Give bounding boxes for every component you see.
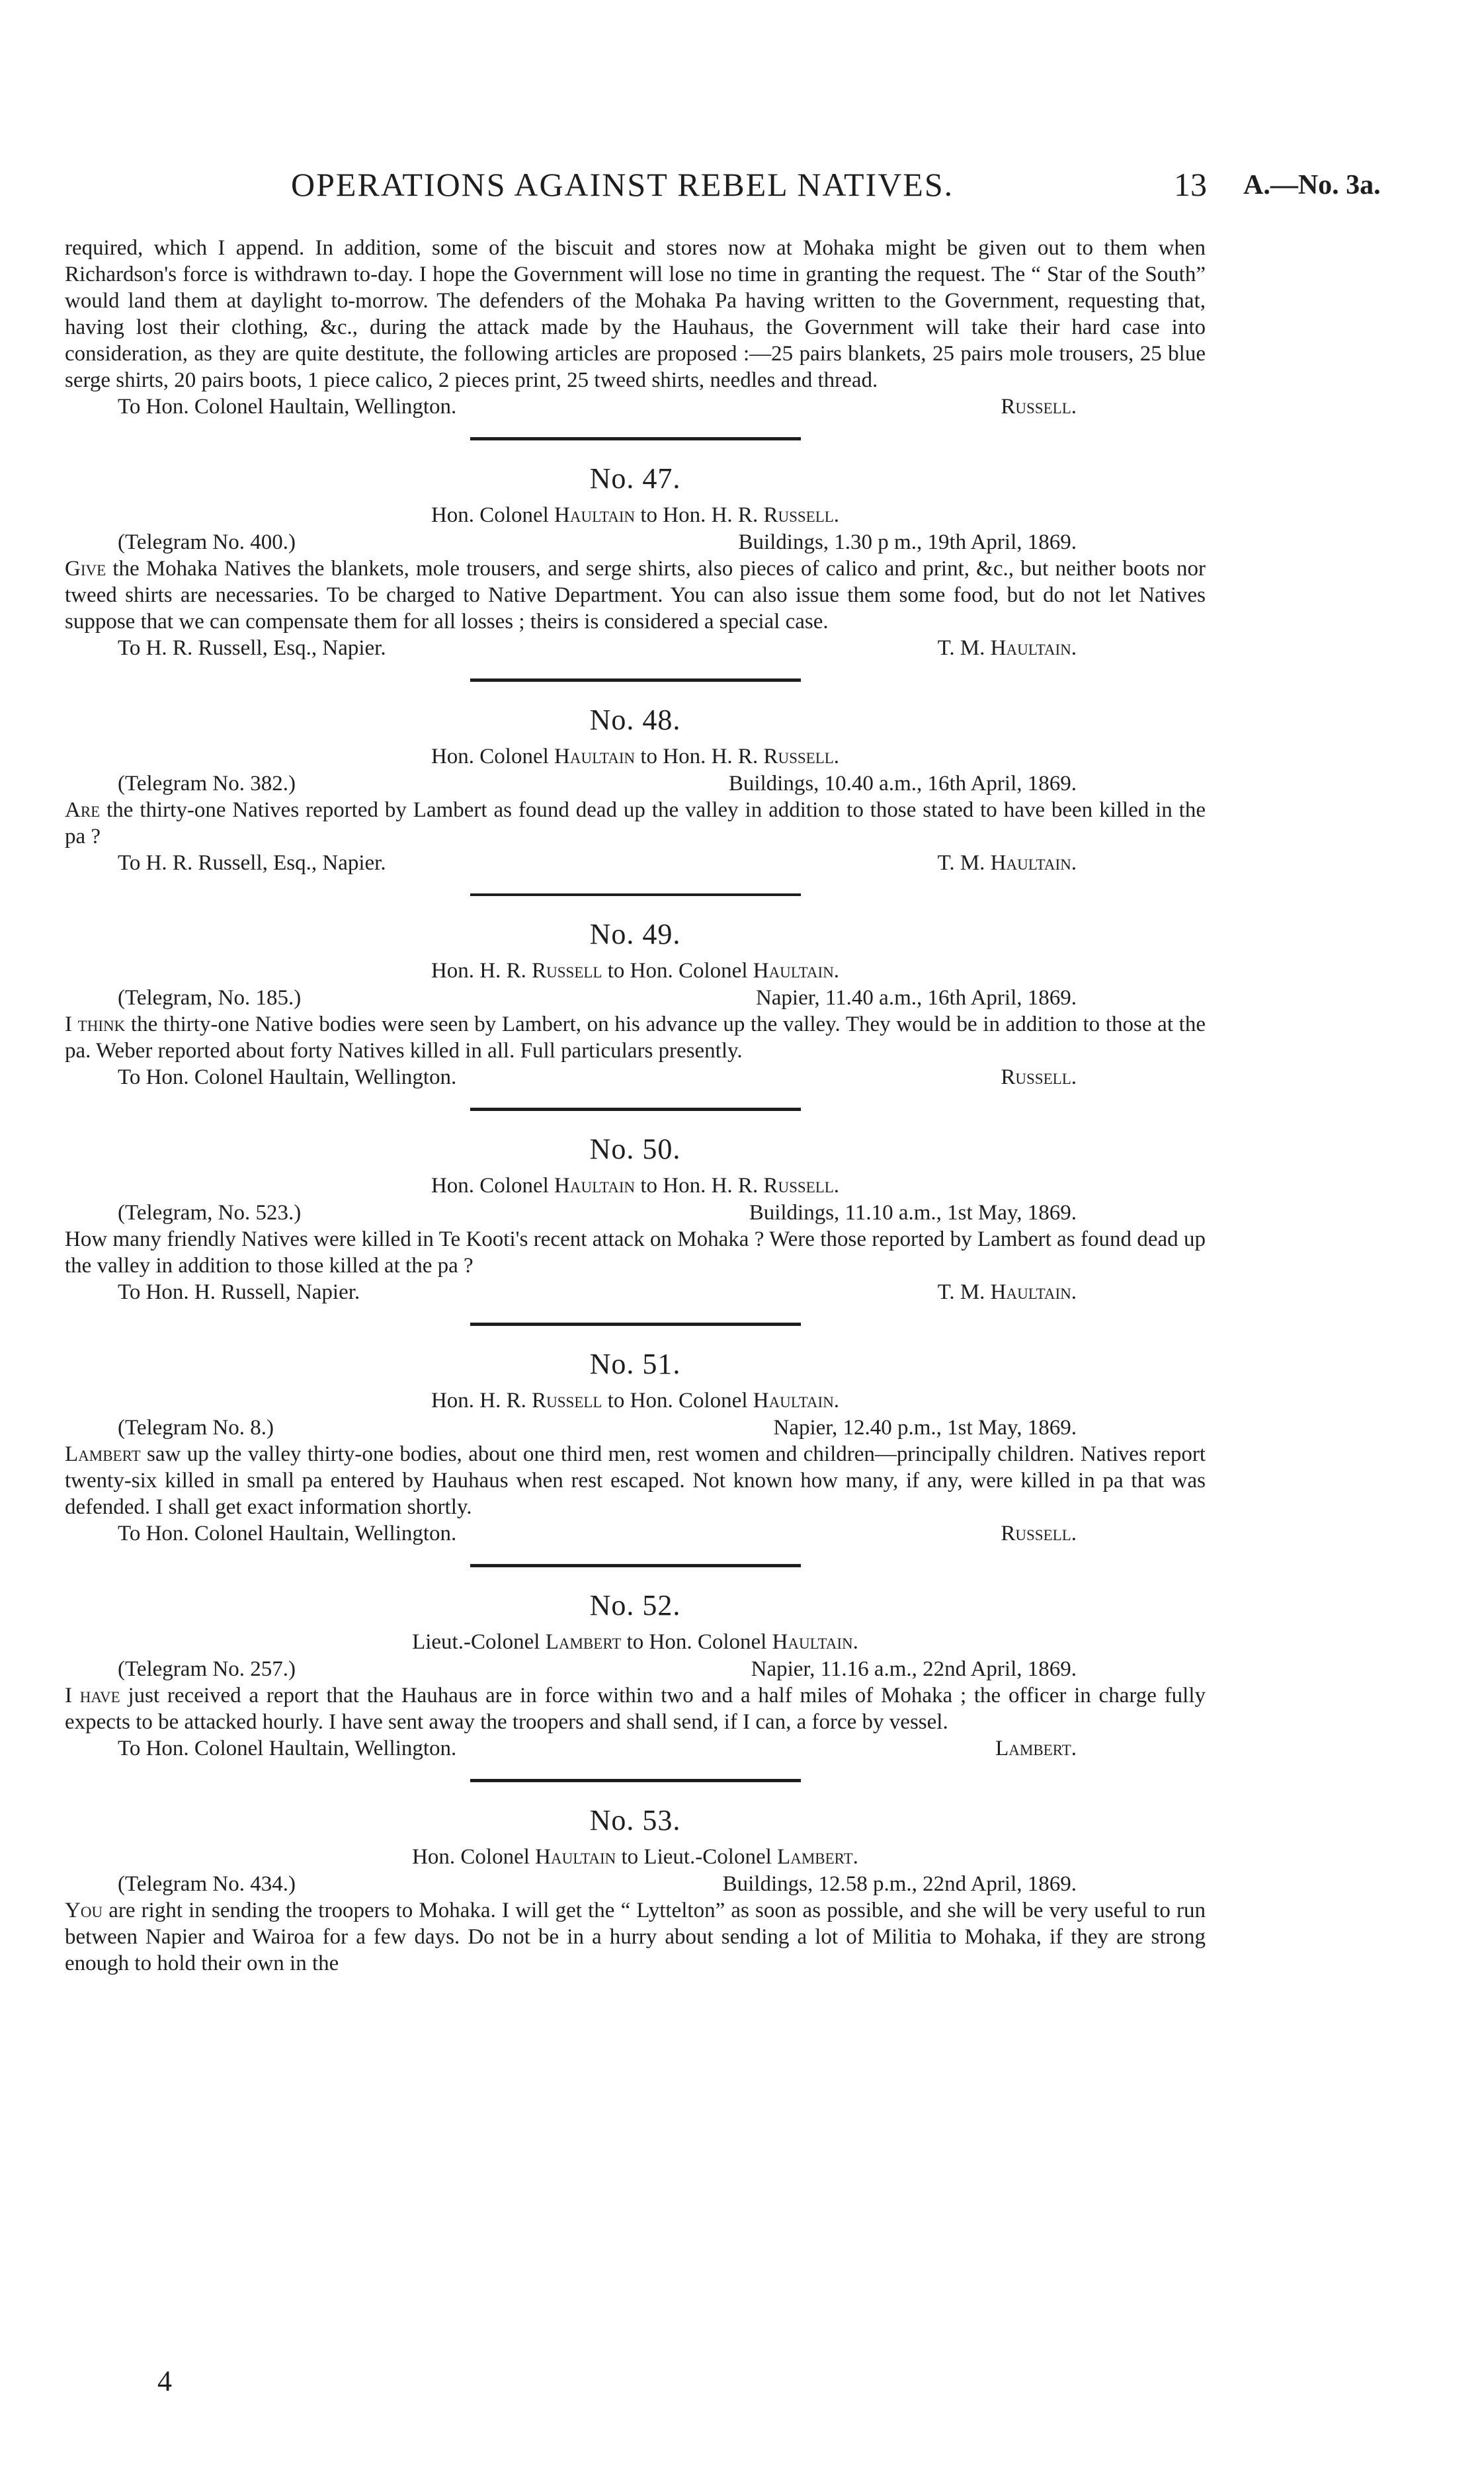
signature: Russell. <box>1001 395 1077 419</box>
addressee-line: To Hon. Colonel Haultain, Wellington. <box>118 1522 457 1545</box>
timestamp: Napier, 12.40 p.m., 1st May, 1869. <box>773 1416 1077 1440</box>
message-body <box>65 555 1206 635</box>
signature: Russell. <box>1001 1065 1077 1089</box>
section-divider <box>470 1323 801 1326</box>
sender-name: Haultain <box>554 745 636 768</box>
signature: T. M. Haultain. <box>937 1280 1077 1304</box>
telegram-line <box>65 1871 1206 1897</box>
recipient-name: Lambert. <box>777 1845 858 1869</box>
signature: Lambert. <box>995 1737 1077 1760</box>
folio-signature-mark: 4 <box>157 2365 172 2397</box>
intro-paragraph: required, which I append. In addition, some of the biscuit and stores now at Mohaka might be given out to them when Richardson's force is withdrawn to-day. I hope the Government will lose no time in granting the request. The “ Star of the South” would land them at daylight to-morrow. The defenders of the Mohaka Pa having written to the Government, requesting that, having lost their clothing, &c., during the attack made by the Hauhaus, the Government will take their hard case into consideration, as they are quite destitute, the following articles are proposed :—25 pairs blankets, 25 pairs mole trousers, 25 blue serge shirts, 20 pairs boots, 1 piece calico, 2 pieces print, 25 tweed shirts, needles and thread. <box>65 236 1206 392</box>
timestamp: Napier, 11.40 a.m., 16th April, 1869. <box>755 986 1077 1010</box>
message-47 <box>65 460 1206 661</box>
joiner: to <box>640 1174 658 1198</box>
message-50 <box>65 1131 1206 1305</box>
joiner: to <box>640 745 658 768</box>
sender-prefix: Hon. H. R. <box>431 959 526 983</box>
message-parties <box>65 1387 1206 1415</box>
recipient-prefix: Hon. H. R. <box>663 745 759 768</box>
sender-name: Russell <box>532 959 602 983</box>
message-closing <box>65 1520 1206 1547</box>
body-text: the thirty-one Natives reported by Lambert as found dead up the valley in addition to those stated to have been killed in the pa ? <box>65 798 1206 848</box>
addressee-line: To Hon. Colonel Haultain, Wellington. <box>118 1737 457 1760</box>
joiner: to <box>621 1845 639 1869</box>
telegram-number: (Telegram, No. 523.) <box>118 1201 302 1225</box>
telegram-line <box>65 770 1206 797</box>
telegram-line <box>65 529 1206 555</box>
joiner: to <box>607 1389 625 1413</box>
message-48 <box>65 702 1206 876</box>
lead-word: Lambert <box>65 1442 141 1466</box>
recipient-prefix: Hon. Colonel <box>630 959 748 983</box>
lead-word: Are <box>65 798 101 822</box>
message-closing <box>65 1735 1206 1762</box>
message-49 <box>65 916 1206 1090</box>
sender-name: Haultain <box>554 503 636 527</box>
message-body <box>65 797 1206 850</box>
sender-name: Russell <box>532 1389 602 1413</box>
message-number: No. 53. <box>589 1804 681 1836</box>
timestamp: Buildings, 11.10 a.m., 1st May, 1869. <box>749 1201 1077 1225</box>
sender-name: Haultain <box>535 1845 616 1869</box>
body-text: the thirty-one Native bodies were seen by Lambert, on his advance up the valley. They would be in addition to those at the pa. Weber reported about forty Natives killed in all. Full particulars presently. <box>65 1012 1206 1063</box>
signature: Russell. <box>1001 1522 1077 1545</box>
recipient-prefix: Hon. Colonel <box>649 1630 767 1654</box>
signature: T. M. Haultain. <box>937 636 1077 660</box>
message-52 <box>65 1587 1206 1762</box>
telegram-line <box>65 985 1206 1011</box>
section-divider <box>470 1108 801 1111</box>
body-text: are right in sending the troopers to Mohaka. I will get the “ Lyttelton” as soon as possible, and she will be very useful to run between Napier and Wairoa for a few days. Do not be in a hurry about sending a lot of Militia to Mohaka, if they are strong enough to hold their own in the <box>65 1899 1206 1975</box>
body-text: saw up the valley thirty-one bodies, about one third men, rest women and children—principally children. Natives report twenty-six killed in small pa entered by Hauhaus when rest escaped. Not known how many, if any, were killed in pa that was defended. I shall get exact information shortly. <box>65 1442 1206 1519</box>
recipient-name: Russell. <box>763 503 840 527</box>
sender-prefix: Lieut.-Colonel <box>412 1630 540 1654</box>
section-divider <box>470 678 801 682</box>
message-53 <box>65 1802 1206 1977</box>
message-parties <box>65 1843 1206 1871</box>
intro-closing <box>65 393 1206 420</box>
message-number: No. 51. <box>589 1348 681 1380</box>
sender-prefix: Hon. H. R. <box>431 1389 526 1413</box>
recipient-name: Russell. <box>763 1174 840 1198</box>
message-closing <box>65 635 1206 661</box>
timestamp: Buildings, 1.30 p m., 19th April, 1869. <box>738 530 1077 554</box>
message-parties <box>65 1628 1206 1656</box>
intro-continuation <box>65 235 1206 420</box>
recipient-name: Haultain. <box>753 959 840 983</box>
recipient-prefix: Hon. H. R. <box>663 1174 759 1198</box>
lead-word: I think <box>65 1012 126 1036</box>
timestamp: Buildings, 12.58 p.m., 22nd April, 1869. <box>722 1872 1077 1896</box>
timestamp: Buildings, 10.40 a.m., 16th April, 1869. <box>728 772 1077 796</box>
telegram-number: (Telegram No. 8.) <box>118 1416 274 1440</box>
recipient-prefix: Hon. H. R. <box>663 503 759 527</box>
joiner: to <box>640 503 658 527</box>
body-text: just received a report that the Hauhaus are in force within two and a half miles of Mohaka ; the officer in charge fully expects to be attacked hourly. I have sent away the troopers and shall send, if I can, a force by vessel. <box>65 1684 1206 1734</box>
lead-word: You <box>65 1899 103 1922</box>
message-number: No. 48. <box>589 704 681 736</box>
page-header <box>0 165 1484 212</box>
telegram-number: (Telegram No. 400.) <box>118 530 296 554</box>
message-body <box>65 1441 1206 1520</box>
timestamp: Napier, 11.16 a.m., 22nd April, 1869. <box>751 1657 1077 1681</box>
message-body <box>65 1011 1206 1064</box>
recipient-name: Russell. <box>763 745 840 768</box>
page-number: 13 <box>1174 166 1207 203</box>
document-reference: A.—No. 3a. <box>1243 170 1381 200</box>
body-text: How many friendly Natives were killed in Te Kooti's recent attack on Mohaka ? Were those reported by Lambert as found dead up the valley in addition to those killed at the pa ? <box>65 1227 1206 1278</box>
message-body <box>65 1897 1206 1977</box>
telegram-number: (Telegram, No. 185.) <box>118 986 302 1010</box>
message-closing <box>65 850 1206 876</box>
message-number: No. 49. <box>589 918 681 950</box>
sender-name: Lambert <box>545 1630 622 1654</box>
message-closing <box>65 1064 1206 1090</box>
message-parties <box>65 957 1206 985</box>
message-closing <box>65 1279 1206 1305</box>
lead-word: I have <box>65 1684 120 1707</box>
message-parties <box>65 501 1206 529</box>
recipient-prefix: Lieut.-Colonel <box>643 1845 772 1869</box>
section-divider <box>470 437 801 440</box>
sender-prefix: Hon. Colonel <box>431 503 549 527</box>
addressee-line: To H. R. Russell, Esq., Napier. <box>118 851 386 875</box>
addressee-line: To H. R. Russell, Esq., Napier. <box>118 636 386 660</box>
section-divider <box>470 893 801 896</box>
section-divider <box>470 1564 801 1567</box>
sender-name: Haultain <box>554 1174 636 1198</box>
section-divider <box>470 1779 801 1782</box>
message-number: No. 47. <box>589 462 681 495</box>
body-text: the Mohaka Natives the blankets, mole trousers, and serge shirts, also pieces of calico and print, &c., but neither boots nor tweed shirts are necessaries. To be charged to Native Department. You can also issue them some food, but do not let Natives suppose that we can compensate them for all losses ; theirs is considered a special case. <box>65 557 1206 634</box>
message-51 <box>65 1346 1206 1547</box>
telegram-number: (Telegram No. 257.) <box>118 1657 296 1681</box>
message-number: No. 50. <box>589 1133 681 1165</box>
message-body <box>65 1682 1206 1735</box>
recipient-prefix: Hon. Colonel <box>630 1389 748 1413</box>
sender-prefix: Hon. Colonel <box>431 1174 549 1198</box>
telegram-number: (Telegram No. 382.) <box>118 772 296 796</box>
joiner: to <box>626 1630 644 1654</box>
joiner: to <box>607 959 625 983</box>
telegram-number: (Telegram No. 434.) <box>118 1872 296 1896</box>
addressee-line: To Hon. Colonel Haultain, Wellington. <box>118 395 457 419</box>
sender-prefix: Hon. Colonel <box>412 1845 530 1869</box>
addressee-line: To Hon. Colonel Haultain, Wellington. <box>118 1065 457 1089</box>
telegram-line <box>65 1200 1206 1226</box>
telegram-line <box>65 1415 1206 1441</box>
message-parties <box>65 743 1206 770</box>
sender-prefix: Hon. Colonel <box>431 745 549 768</box>
message-number: No. 52. <box>589 1589 681 1622</box>
recipient-name: Haultain. <box>772 1630 858 1654</box>
message-parties <box>65 1172 1206 1200</box>
lead-word: Give <box>65 557 106 581</box>
page-content <box>65 235 1206 1977</box>
running-title: OPERATIONS AGAINST REBEL NATIVES. <box>291 166 954 203</box>
message-body <box>65 1226 1206 1279</box>
telegram-line <box>65 1656 1206 1682</box>
recipient-name: Haultain. <box>753 1389 840 1413</box>
addressee-line: To Hon. H. Russell, Napier. <box>118 1280 360 1304</box>
signature: T. M. Haultain. <box>937 851 1077 875</box>
